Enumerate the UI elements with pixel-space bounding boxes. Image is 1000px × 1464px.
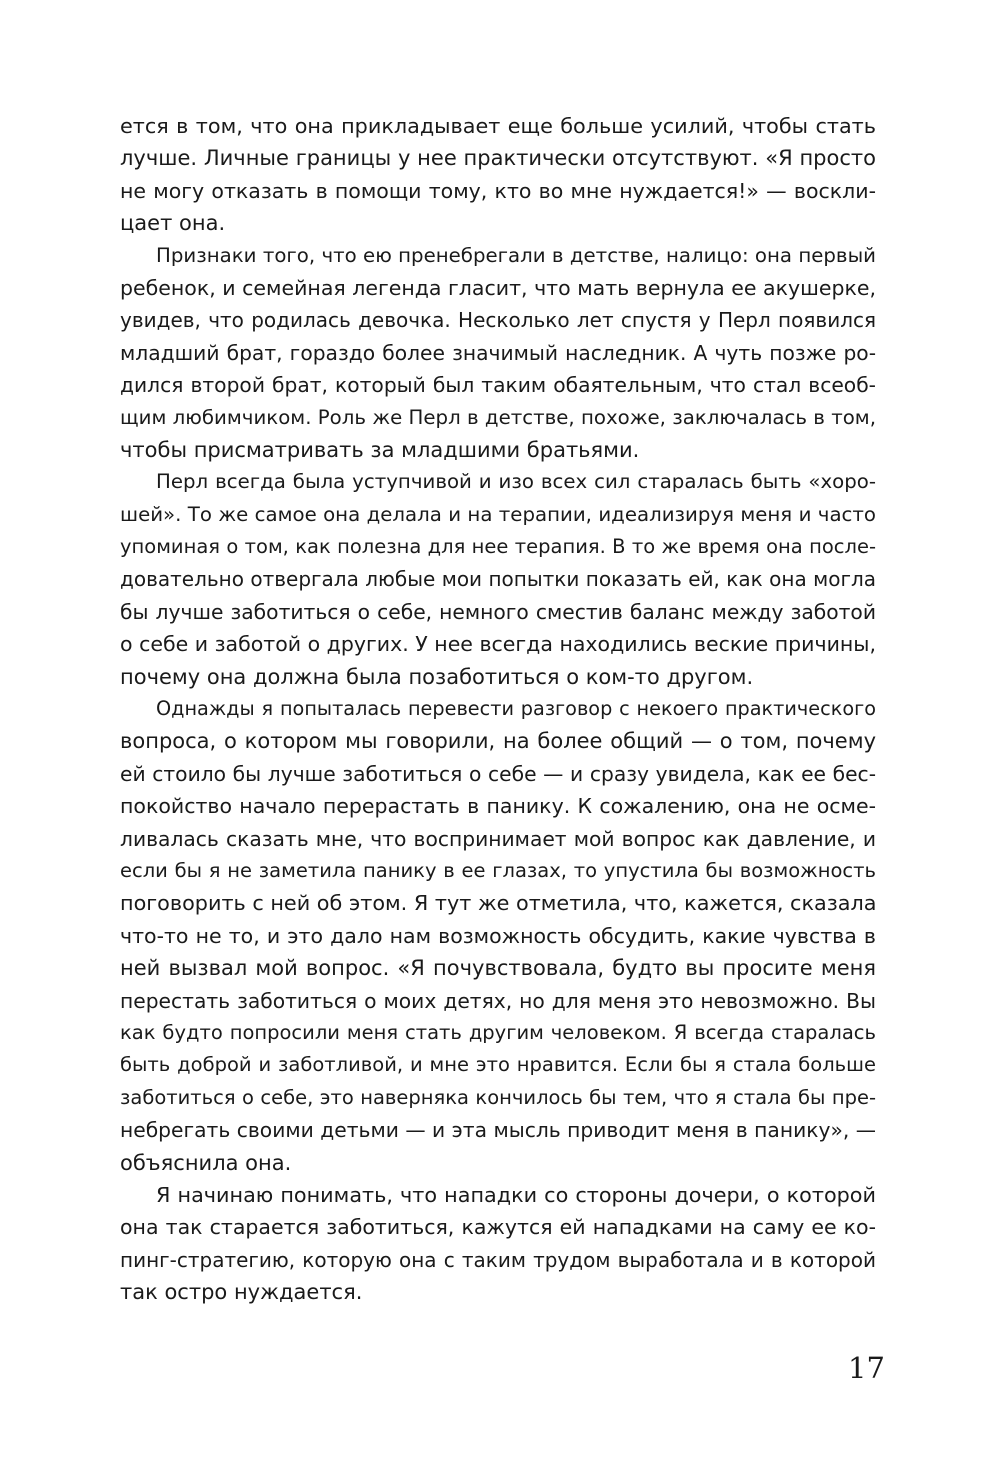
paragraph-5 xyxy=(120,1179,876,1309)
paragraph-3 xyxy=(120,466,876,693)
body-text xyxy=(120,110,876,1308)
text-line: так остро нуждается. xyxy=(120,1280,363,1305)
paragraph-4 xyxy=(120,693,876,1179)
text-line: если бы я не заметила панику в ее глазах, то упустила бы возможность xyxy=(120,858,876,882)
text-line: Перл всегда была уступчивой и изо всех сил старалась быть «хоро- xyxy=(156,470,876,494)
text-line: вопроса, о котором мы говорили, на более общий — о том, почему xyxy=(120,729,876,754)
paragraph-2 xyxy=(120,240,876,467)
text-line: объяснила она. xyxy=(120,1150,292,1175)
text-line: упоминая о том, как полезна для нее терапия. В то же время она после- xyxy=(120,535,876,559)
text-line: щим любимчиком. Роль же Перл в детстве, похоже, заключалась в том, xyxy=(120,405,876,429)
text-line: ей стоило бы лучше заботиться о себе — и сразу увидела, как ее бес- xyxy=(120,761,876,786)
text-line: довательно отвергала любые мои попытки показать ей, как она могла xyxy=(120,567,876,592)
text-line: быть доброй и заботливой, и мне это нравится. Если бы я стала больше xyxy=(120,1053,876,1077)
text-line: увидев, что родилась девочка. Несколько лет спустя у Перл появился xyxy=(120,308,876,333)
text-line: дился второй брат, который был таким обаятельным, что стал всеоб- xyxy=(120,373,876,398)
text-line: небрегать своими детьми — и эта мысль приводит меня в панику», — xyxy=(120,1118,876,1143)
text-line: поговорить с ней об этом. Я тут же отметила, что, кажется, сказала xyxy=(120,891,877,916)
text-line: ется в том, что она прикладывает еще больше усилий, чтобы стать xyxy=(120,114,876,138)
text-line: пинг-стратегию, которую она с таким трудом выработала и в которой xyxy=(120,1247,876,1272)
text-line: почему она должна была позаботиться о ком-то другом. xyxy=(120,664,754,689)
text-line: ребенок, и семейная легенда гласит, что мать вернула ее акушерке, xyxy=(120,275,876,300)
text-line: шей». То же самое она делала и на терапии, идеализируя меня и часто xyxy=(120,502,876,526)
text-line: как будто попросили меня стать другим человеком. Я всегда старалась xyxy=(120,1020,876,1044)
text-line: Признаки того, что ею пренебрегали в детстве, налицо: она первый xyxy=(156,243,876,267)
text-line: лучше. Личные границы у нее практически отсутствуют. «Я просто xyxy=(120,146,876,171)
text-line: Однажды я попыталась перевести разговор с некоего практического xyxy=(156,697,876,721)
text-line: Я начинаю понимать, что нападки со стороны дочери, о которой xyxy=(156,1182,876,1207)
text-line: что-то не то, и это дало нам возможность обсудить, какие чувства в xyxy=(120,923,876,948)
text-line: перестать заботиться о моих детях, но для меня это невозможно. Вы xyxy=(120,988,876,1013)
text-line: младший брат, гораздо более значимый наследник. А чуть позже ро- xyxy=(120,340,876,365)
text-line: чтобы присматривать за младшими братьями. xyxy=(120,437,640,462)
paragraph-1 xyxy=(120,110,876,240)
text-line: заботиться о себе, это наверняка кончилось бы тем, что я стала бы пре- xyxy=(120,1085,876,1109)
text-line: не могу отказать в помощи тому, кто во мне нуждается!» — воскли- xyxy=(120,178,876,203)
page-number: 17 xyxy=(848,1351,885,1385)
text-line: бы лучше заботиться о себе, немного сместив баланс между заботой xyxy=(120,599,876,624)
text-line: покойство начало перерастать в панику. К сожалению, она не осме- xyxy=(120,794,876,819)
text-line: она так старается заботиться, кажутся ей нападками на саму ее ко- xyxy=(120,1215,876,1240)
text-line: ней вызвал мой вопрос. «Я почувствовала, будто вы просите меня xyxy=(120,956,876,981)
text-line: ливалась сказать мне, что воспринимает мой вопрос как давление, и xyxy=(120,826,876,851)
text-line: о себе и заботой о других. У нее всегда находились веские причины, xyxy=(120,632,876,657)
text-line: цает она. xyxy=(120,211,226,236)
